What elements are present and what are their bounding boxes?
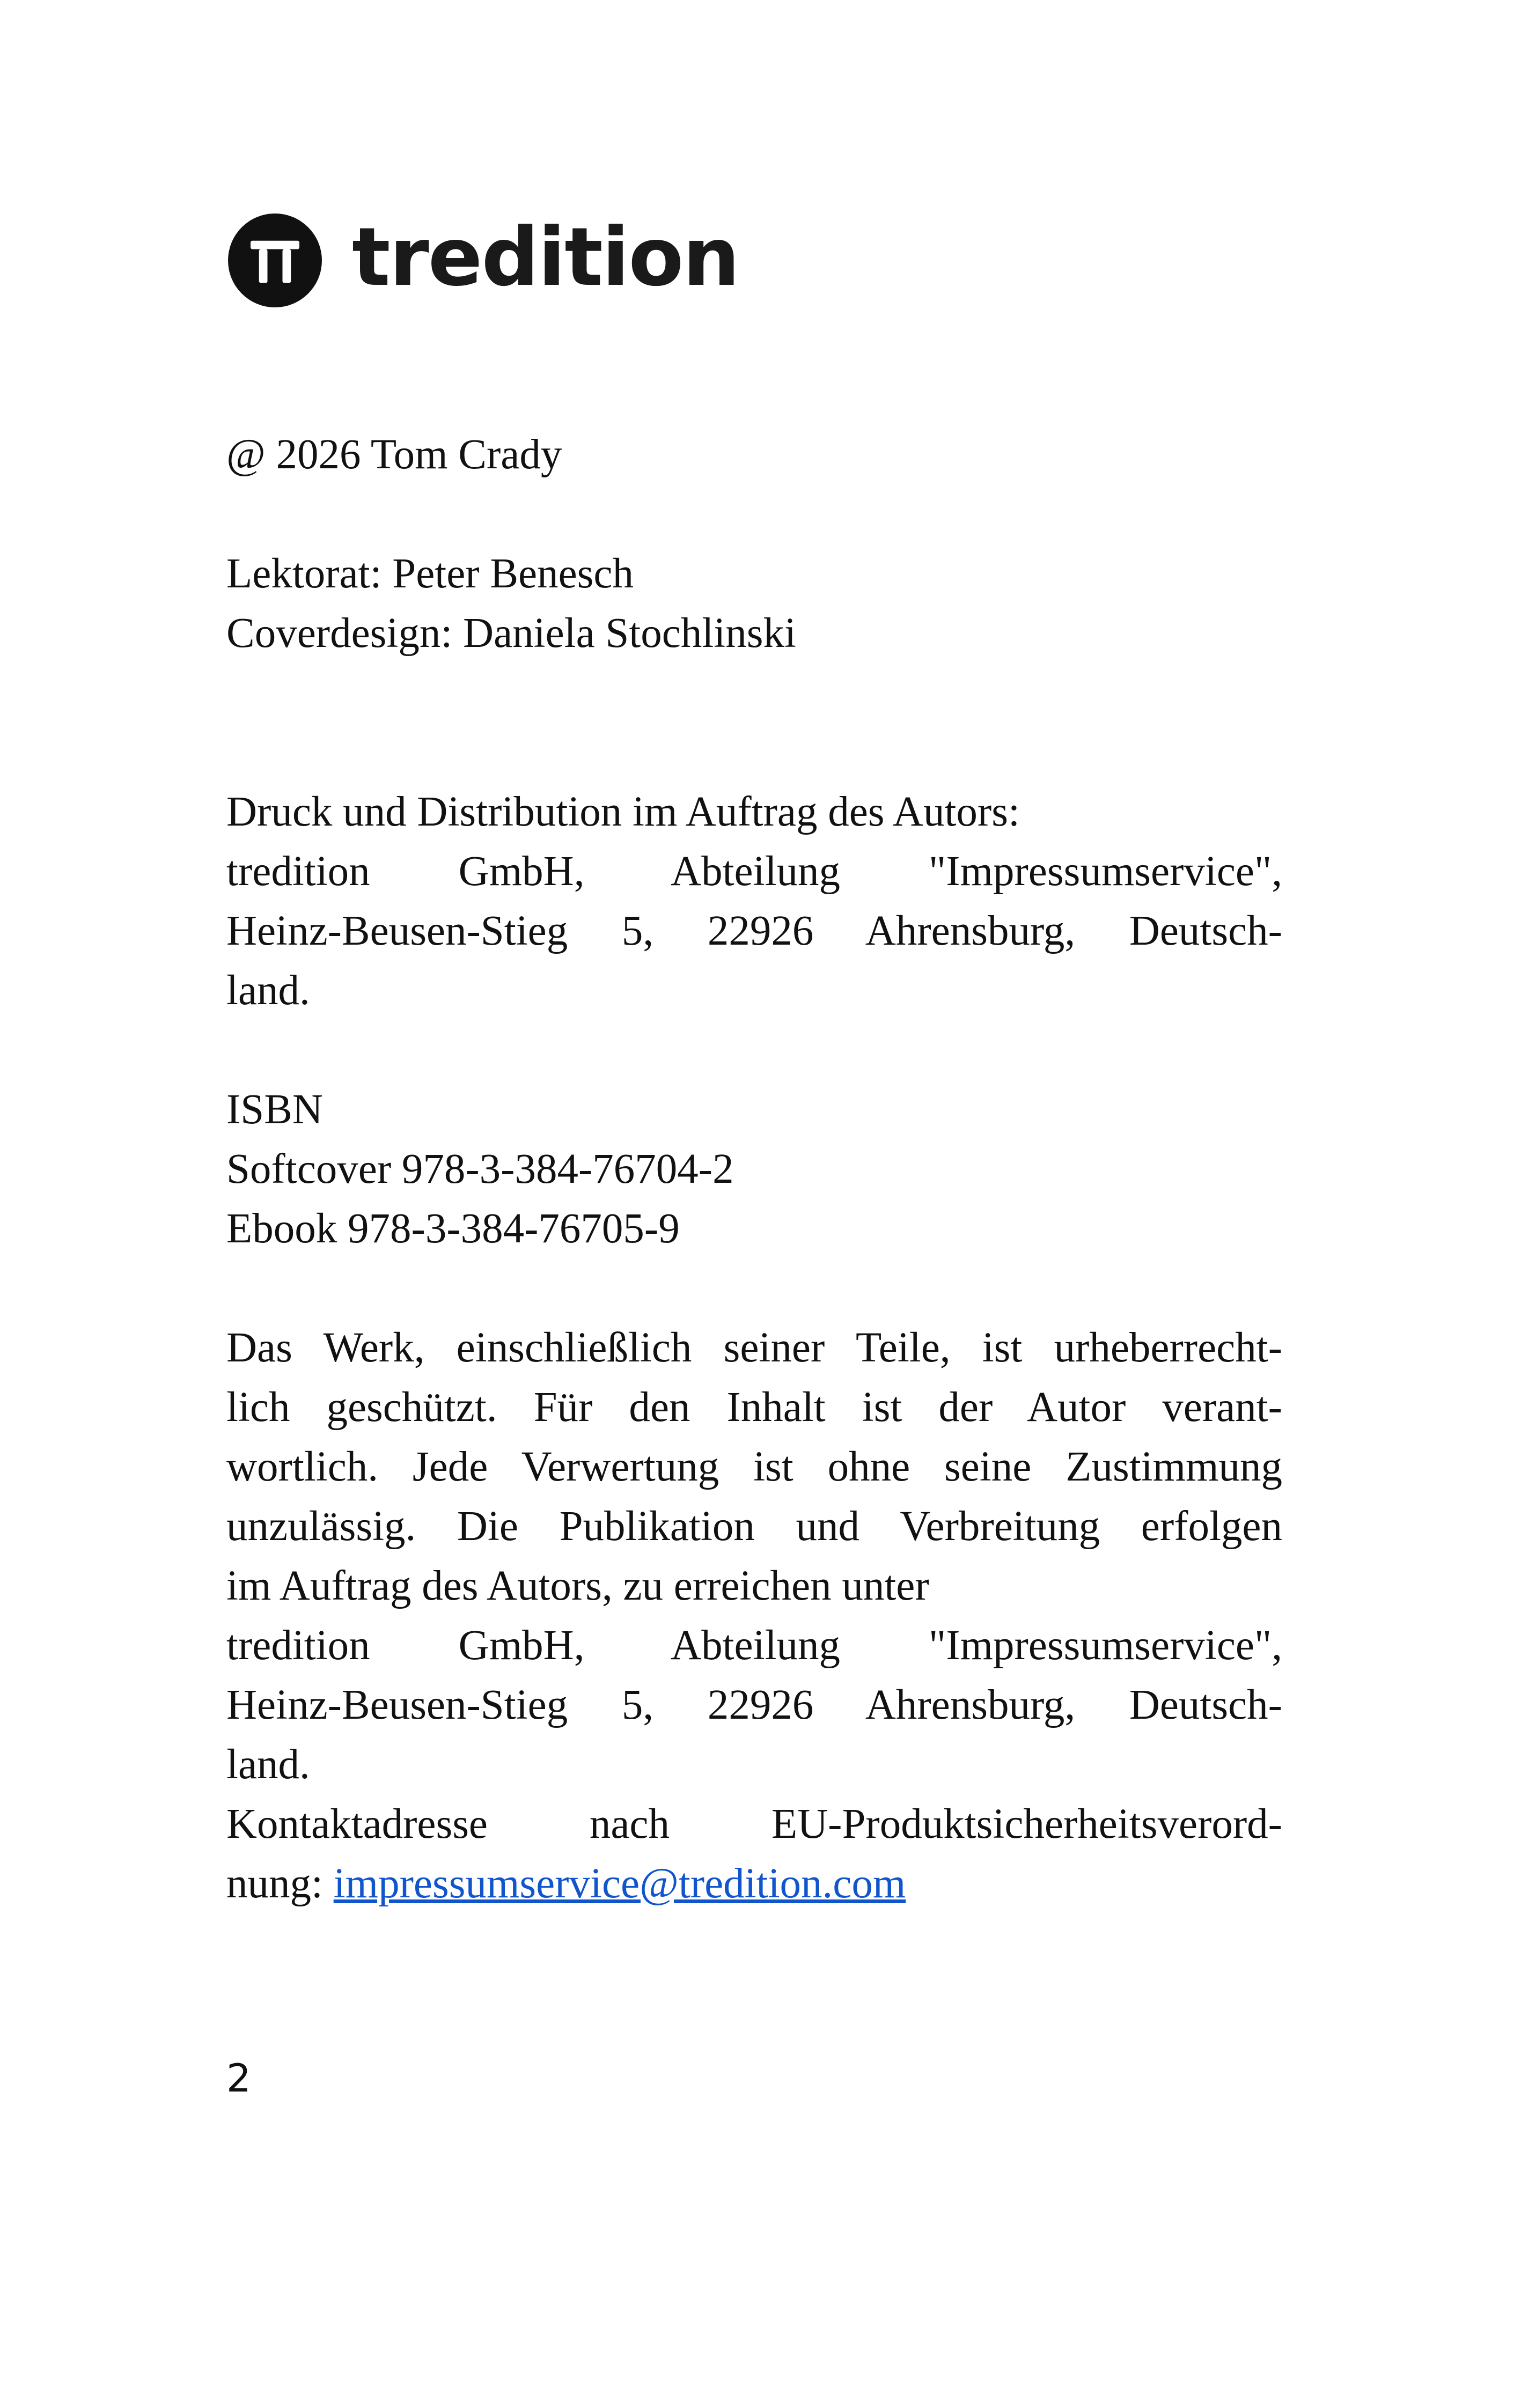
isbn-ebook: Ebook 978-3-384-76705-9 [226,1205,680,1252]
contact-email-link[interactable]: impressumservice@tredition.com [333,1860,906,1907]
spacer [226,484,1282,544]
logo-wordmark: tredition [352,210,739,304]
distribution-address-line: Heinz-Beusen-Stieg 5, 22926 Ahrensburg, Deutsch- [226,908,1282,954]
rights-paragraph-line: lich geschützt. Für den Inhalt ist der Autor verant- [226,1384,1282,1431]
spacer [226,1020,1282,1080]
rights-paragraph-line: Kontaktadresse nach EU-Produktsicherheitsverord- [226,1801,1282,1847]
spacer [226,1258,1282,1318]
contact-prefix: nung: [226,1860,334,1907]
isbn-heading: ISBN [226,1086,323,1133]
rights-paragraph-line: tredition GmbH, Abteilung "Impressumservice", [226,1622,1282,1669]
distribution-heading: Druck und Distribution im Auftrag des Autors: [226,789,1020,835]
isbn-softcover: Softcover 978-3-384-76704-2 [226,1146,734,1192]
spacer [226,663,1282,782]
distribution-address-line: land. [226,967,310,1014]
copyright-line: @ 2026 Tom Crady [226,431,562,478]
rights-paragraph-line: im Auftrag des Autors, zu erreichen unter [226,1563,929,1609]
cover-design-credit: Coverdesign: Daniela Stochlinski [226,610,796,657]
tredition-logo-icon [228,213,322,307]
imprint-text [226,425,1282,1913]
contact-line [226,1854,1282,1913]
rights-paragraph-line: Heinz-Beusen-Stieg 5, 22926 Ahrensburg, Deutsch- [226,1682,1282,1728]
page-number: 2 [226,2056,251,2101]
rights-paragraph-line: wortlich. Jede Verwertung ist ohne seine Zustimmung [226,1444,1282,1490]
rights-paragraph-line: Das Werk, einschließlich seiner Teile, ist urheberrecht- [226,1324,1282,1371]
editing-credit: Lektorat: Peter Benesch [226,550,634,597]
distribution-address-line: tredition GmbH, Abteilung "Impressumservice", [226,848,1282,895]
tredition-logo [228,210,739,307]
rights-paragraph-line: land. [226,1741,310,1788]
rights-paragraph-line: unzulässig. Die Publikation und Verbreitung erfolgen [226,1503,1282,1550]
